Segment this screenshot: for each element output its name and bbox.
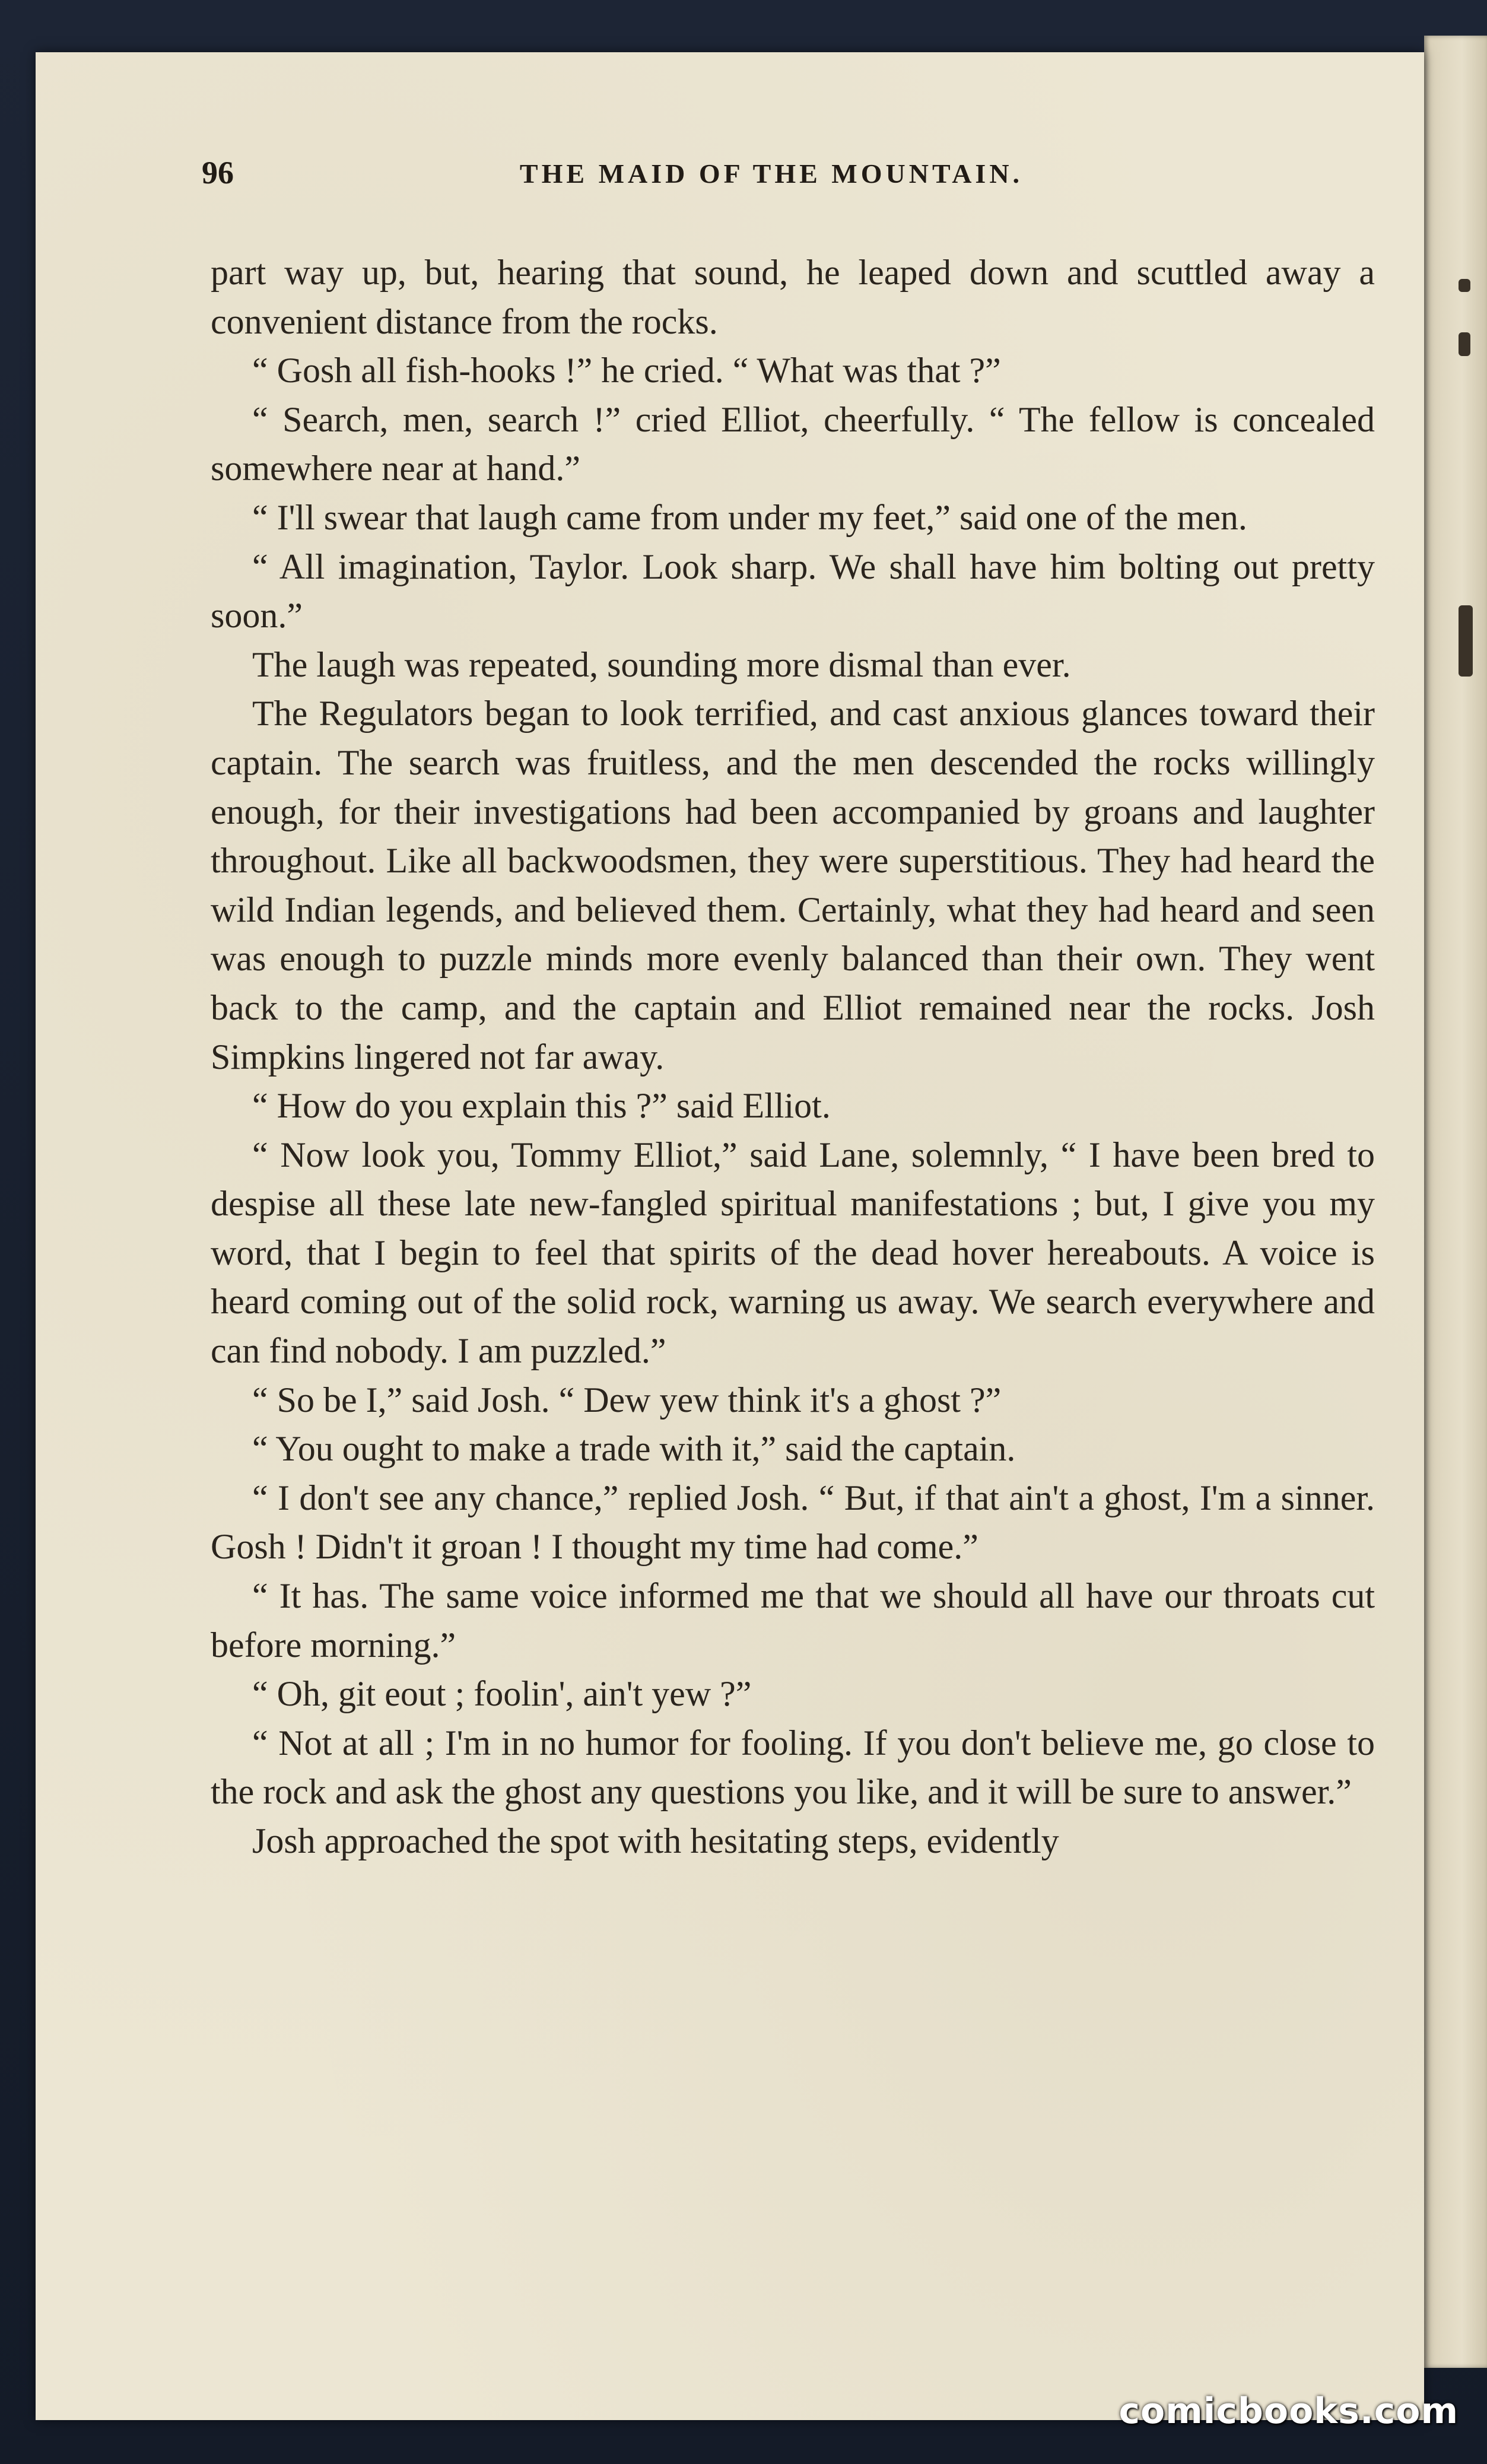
paragraph: The Regulators began to look terrified, and cast anxious glances toward their captain. The search was fruitless, and the men descended the rocks willingly enough, for their investigations had been accompanied by groans and laughter throughout. Like all backwoodsmen, they were superstitious. They had heard the wild Indian legends, and believed them. Certainly, what they had heard and seen was enough to puzzle minds more evenly balanced than their own. They went back to the camp, and the captain and Elliot remained near the rocks. Josh Simpkins lingered not far away. <box>211 694 1375 1077</box>
paragraph: The laugh was repeated, sounding more dismal than ever. <box>252 644 1071 684</box>
edge-ink-mark <box>1459 279 1470 292</box>
paragraph: part way up, but, hearing that sound, he leaped down and scuttled away a convenient distance from the rocks. <box>211 253 1375 341</box>
page-number: 96 <box>202 155 234 190</box>
paragraph: “ Oh, git eout ; foolin', ain't yew ?” <box>252 1674 752 1714</box>
paragraph: “ It has. The same voice informed me that we should all have our throats cut before morning.” <box>211 1576 1375 1665</box>
paragraph: “ I'll swear that laugh came from under my feet,” said one of the men. <box>252 497 1247 537</box>
paragraph: “ All imagination, Taylor. Look sharp. We shall have him bolting out pretty soon.” <box>211 547 1375 636</box>
paragraph: “ Now look you, Tommy Elliot,” said Lane, solemnly, “ I have been bred to despise all these late new-fangled spiritual manifestations ; but, I give you my word, that I begin to feel that spirits of the dead hover hereabouts. A voice is heard coming out of the solid rock, warning us away. We search everywhere and can find nobody. I am puzzled.” <box>211 1135 1375 1371</box>
paragraph: “ How do you explain this ?” said Elliot. <box>252 1086 831 1126</box>
edge-ink-mark <box>1459 332 1470 356</box>
paragraph: “ You ought to make a trade with it,” said the captain. <box>252 1429 1016 1469</box>
edge-ink-mark <box>1459 605 1473 677</box>
paragraph: “ Not at all ; I'm in no humor for fooling. If you don't believe me, go close to the rock and ask the ghost any questions you like, and it will be sure to answer.” <box>211 1723 1375 1812</box>
paragraph: “ So be I,” said Josh. “ Dew yew think it's a ghost ?” <box>252 1380 1002 1420</box>
paragraph: “ Search, men, search !” cried Elliot, cheerfully. “ The fellow is concealed somewhere near at hand.” <box>211 399 1375 488</box>
running-head: THE MAID OF THE MOUNTAIN. <box>519 158 1024 189</box>
paragraph: “ Gosh all fish-hooks !” he cried. “ What was that ?” <box>252 351 1001 390</box>
body-text <box>211 248 1375 1866</box>
page-header <box>166 113 1377 196</box>
site-watermark: comicbooks.com <box>1119 2390 1459 2432</box>
paragraph: Josh approached the spot with hesitating steps, evidently <box>252 1821 1059 1860</box>
paragraph: “ I don't see any chance,” replied Josh. “ But, if that ain't a ghost, I'm a sinner. Gosh ! Didn't it groan ! I thought my time had come.” <box>211 1478 1375 1567</box>
adjacent-page-edge <box>1424 36 1487 2368</box>
